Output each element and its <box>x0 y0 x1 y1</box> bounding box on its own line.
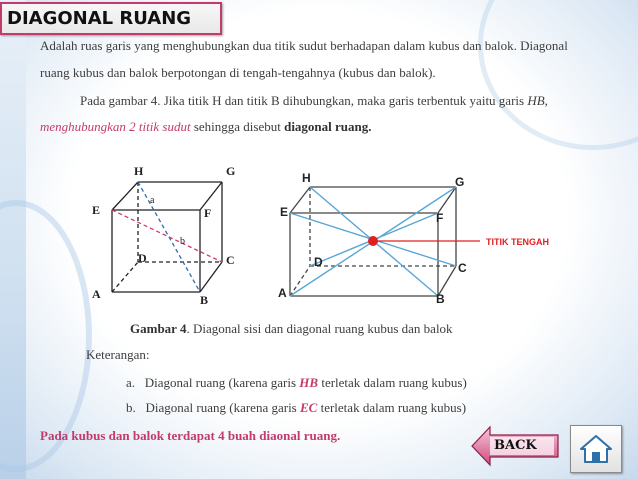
cube-label-B: B <box>200 293 209 307</box>
slide-title-box <box>0 2 222 35</box>
paragraph-line-2: ruang kubus dan balok berpotongan di tengah-tengahnya (kubus dan balok). <box>40 65 436 80</box>
list-item-text: Diagonal ruang (karena garis <box>145 400 300 415</box>
cuboid-label-B: B <box>436 292 445 306</box>
cube-label-G: G <box>226 164 236 178</box>
figure-caption <box>130 321 453 337</box>
list-item-marker: b. <box>126 400 136 415</box>
center-point-dot <box>368 236 378 246</box>
list-item-key: HB <box>299 375 319 390</box>
cube-label-H: H <box>134 164 144 178</box>
paragraph-line-4 <box>40 117 620 137</box>
figure-caption-text: . Diagonal sisi dan diagonal ruang kubus dan balok <box>186 321 453 336</box>
list-item-text-end: terletak dalam ruang kubus) <box>317 400 467 415</box>
cuboid-label-G: G <box>455 175 465 189</box>
cube-label-A: A <box>92 287 101 301</box>
cube-label-b: b <box>180 236 185 247</box>
figure-caption-bold: Gambar 4 <box>130 321 187 336</box>
paragraph-line-4-bold: diagonal ruang. <box>284 119 372 134</box>
slide-title: DIAGONAL RUANG <box>7 8 192 29</box>
cuboid-label-H: H <box>302 171 311 185</box>
cuboid-label-D: D <box>314 255 323 269</box>
keterangan-label: Keterangan: <box>86 347 150 362</box>
list-item-text: Diagonal ruang (karena garis <box>144 375 300 390</box>
list-item <box>126 400 466 416</box>
cube-label-C: C <box>226 253 235 267</box>
center-point-label: TITIK TENGAH <box>486 237 549 247</box>
paragraph-line-3 <box>80 91 638 111</box>
list-item-marker: a. <box>126 375 136 390</box>
list-item-key: EC <box>300 400 318 415</box>
cube-label-F: F <box>204 206 212 220</box>
list-item-text-end: terletak dalam ruang kubus) <box>318 375 467 390</box>
cuboid-label-E: E <box>280 205 289 219</box>
paragraph-line-1: Adalah ruas garis yang menghubungkan dua titik sudut berhadapan dalam kubus dan balok. Diagonal <box>40 38 568 53</box>
cube-label-D: D <box>138 251 147 265</box>
cuboid-label-F: F <box>436 211 444 225</box>
back-button[interactable] <box>470 425 562 467</box>
paragraph-line-4-italic: menghubungkan 2 titik sudut <box>40 119 191 134</box>
list-item <box>126 375 467 391</box>
cube-label-a: a <box>150 195 155 206</box>
final-note: Pada kubus dan balok terdapat 4 buah diaonal ruang. <box>40 428 341 443</box>
home-icon <box>578 433 614 465</box>
paragraph-line-3-text: Pada gambar 4. Jika titik H dan titik B dihubungkan, maka garis terbentuk yaitu garis <box>80 93 528 108</box>
cuboid-label-A: A <box>278 286 287 300</box>
home-button[interactable] <box>570 425 622 473</box>
paragraph-line-3-comma: , <box>544 93 548 108</box>
back-button-label: BACK <box>494 438 537 453</box>
paragraph-line-4-text: sehingga disebut <box>190 119 285 134</box>
cube-label-E: E <box>92 203 101 217</box>
paragraph-line-3-hb: HB <box>527 93 545 108</box>
cuboid-label-C: C <box>458 261 467 275</box>
